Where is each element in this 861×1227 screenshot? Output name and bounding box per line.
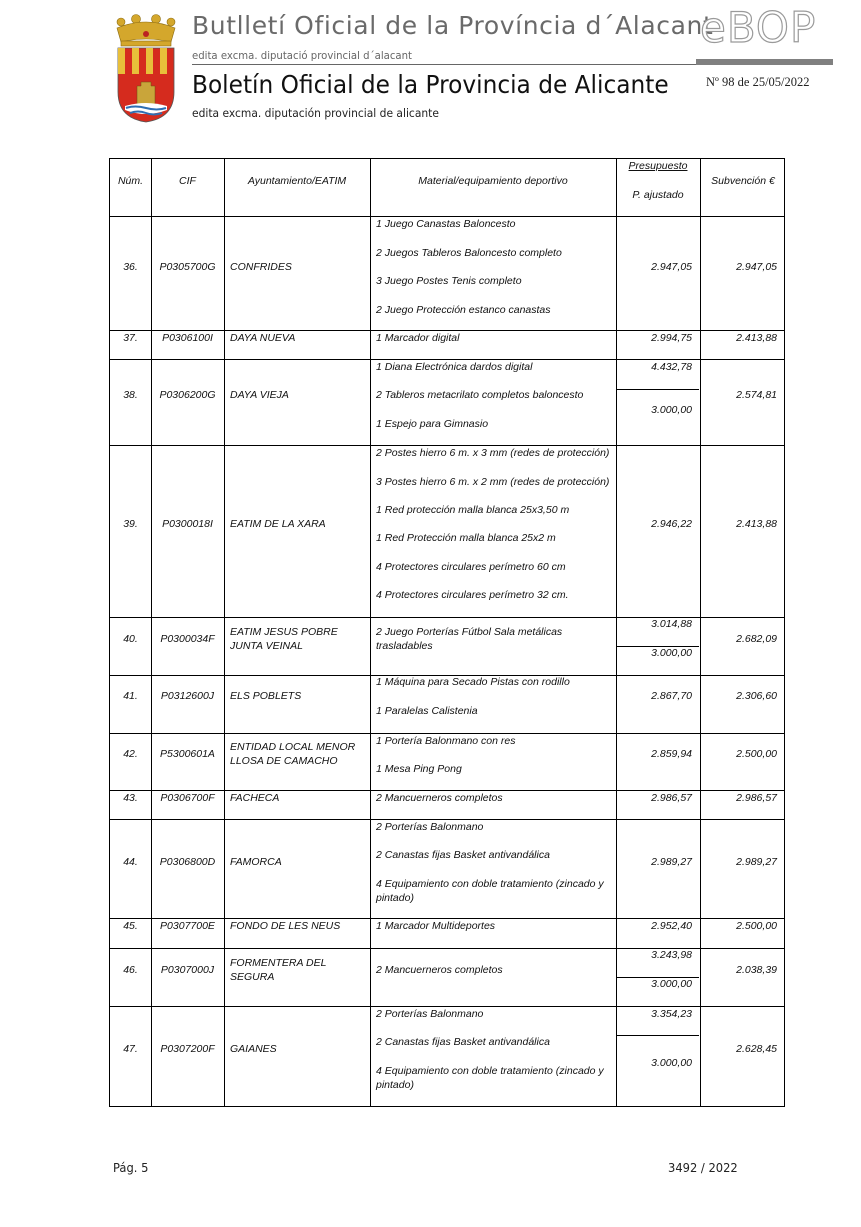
row-presupuesto: 4.432,78 [651, 361, 692, 373]
row-material-item: 2 Porterías Balonmano [376, 821, 484, 833]
budget-split [616, 1035, 699, 1036]
row-num: 42. [123, 748, 138, 760]
row-p-ajustado: 3.000,00 [651, 647, 692, 659]
row-material-item: 1 Diana Electrónica dardos digital [376, 361, 533, 373]
row-divider [110, 445, 784, 446]
header-num: Núm. [117, 175, 144, 187]
row-material-item: 2 Postes hierro 6 m. x 3 mm (redes de protección) [376, 447, 610, 459]
row-material-item: 1 Portería Balonmano con res [376, 735, 516, 747]
row-num: 43. [123, 792, 138, 804]
row-presupuesto: 2.946,22 [651, 518, 692, 530]
row-subvencion: 2.947,05 [736, 261, 777, 273]
row-cif: P0307200F [160, 1043, 215, 1055]
row-material-item: 1 Marcador digital [376, 332, 460, 344]
row-ayuntamiento: EATIM JESUS POBRE JUNTA VEINAL [230, 626, 338, 652]
row-subvencion: 2.628,45 [736, 1043, 777, 1055]
row-subvencion: 2.038,39 [736, 964, 777, 976]
document-number: 3492 / 2022 [668, 1160, 738, 1175]
row-subvencion: 2.306,60 [736, 690, 777, 702]
row-material-item: 1 Espejo para Gimnasio [376, 418, 489, 430]
row-num: 44. [123, 856, 138, 868]
row-material-item: 1 Red protección malla blanca 25x3,50 m [376, 504, 570, 516]
row-material-item: 2 Tableros metacrilato completos baloncesto [376, 389, 584, 401]
row-presupuesto: 2.952,40 [651, 920, 692, 932]
row-ayuntamiento: EATIM DE LA XARA [230, 518, 326, 530]
row-presupuesto: 2.859,94 [651, 748, 692, 760]
row-material-item: 2 Juego Porterías Fútbol Sala metálicas trasladables [376, 626, 563, 652]
budget-split [616, 389, 699, 390]
row-material-item: 3 Postes hierro 6 m. x 2 mm (redes de protección) [376, 476, 610, 488]
row-num: 39. [123, 518, 138, 530]
row-material-item: 2 Mancuerneros completos [376, 964, 503, 976]
page-number: Pág. 5 [113, 1160, 149, 1175]
row-ayuntamiento: DAYA NUEVA [230, 332, 296, 344]
row-cif: P0307000J [160, 964, 215, 976]
row-cif: P0312600J [160, 690, 215, 702]
publisher-catalan: edita excma. diputació provincial d´alacant [192, 49, 413, 62]
row-cif: P0305700G [159, 261, 216, 273]
row-num: 36. [123, 261, 138, 273]
row-cif: P0300018I [162, 518, 213, 530]
row-p-ajustado: 3.000,00 [651, 1057, 692, 1069]
row-divider [110, 918, 784, 919]
row-material-item: 4 Protectores circulares perímetro 60 cm [376, 561, 566, 573]
row-num: 38. [123, 389, 138, 401]
row-material-item: 1 Marcador Multideportes [376, 920, 496, 932]
bulletin-title-catalan: Butlletí Oficial de la Província d´Alacant [192, 11, 714, 40]
row-material-item: 2 Canastas fijas Basket antivandálica [376, 849, 550, 861]
row-material-item: 1 Máquina para Secado Pistas con rodillo [376, 676, 570, 688]
row-subvencion: 2.500,00 [736, 920, 777, 932]
header-bar [696, 59, 833, 65]
row-material-item: 3 Juego Postes Tenis completo [376, 275, 522, 287]
row-cif: P0306100I [162, 332, 213, 344]
row-material-item: 1 Juego Canastas Baloncesto [376, 218, 516, 230]
row-ayuntamiento: FONDO DE LES NEUS [230, 920, 341, 932]
row-subvencion: 2.986,57 [736, 792, 777, 804]
row-material-item: 1 Red Protección malla blanca 25x2 m [376, 532, 556, 544]
row-material-item: 1 Paralelas Calistenia [376, 705, 478, 717]
row-subvencion: 2.574,81 [736, 389, 777, 401]
header-presupuesto: Presupuesto [628, 160, 688, 172]
issue-number-date: Nº 98 de 25/05/2022 [706, 75, 810, 89]
row-material-item: 2 Canastas fijas Basket antivandálica [376, 1036, 550, 1048]
col-divider [370, 159, 371, 1106]
row-divider [110, 790, 784, 791]
row-material-item: 4 Equipamiento con doble tratamiento (zincado y pintado) [376, 1065, 604, 1091]
row-material-item: 4 Protectores circulares perímetro 32 cm. [376, 589, 569, 601]
publisher-spanish: edita excma. diputación provincial de alicante [192, 106, 439, 120]
row-ayuntamiento: GAIANES [230, 1043, 277, 1055]
row-ayuntamiento: FACHECA [230, 792, 280, 804]
row-material-item: 2 Juegos Tableros Baloncesto completo [376, 247, 562, 259]
row-cif: P0306700F [160, 792, 215, 804]
header-subvencion: Subvención € [711, 175, 775, 187]
row-ayuntamiento: FAMORCA [230, 856, 282, 868]
row-ayuntamiento: FORMENTERA DEL SEGURA [230, 957, 327, 983]
row-divider [110, 330, 784, 331]
row-subvencion: 2.413,88 [736, 518, 777, 530]
row-ayuntamiento: ENTIDAD LOCAL MENOR LLOSA DE CAMACHO [230, 741, 356, 767]
row-num: 46. [123, 964, 138, 976]
row-divider [110, 216, 784, 217]
row-subvencion: 2.413,88 [736, 332, 777, 344]
subsidy-table [109, 158, 785, 1107]
row-p-ajustado: 3.000,00 [651, 978, 692, 990]
row-ayuntamiento: DAYA VIEJA [230, 389, 289, 401]
col-divider [224, 159, 225, 1106]
row-presupuesto: 2.867,70 [651, 690, 692, 702]
row-material-item: 1 Mesa Ping Pong [376, 763, 462, 775]
row-cif: P5300601A [160, 748, 215, 760]
row-p-ajustado: 3.000,00 [651, 404, 692, 416]
row-presupuesto: 2.989,27 [651, 856, 692, 868]
ebop-logo: eBOP [700, 3, 817, 52]
row-cif: P0306800D [159, 856, 216, 868]
header-cif: CIF [179, 175, 196, 187]
row-material-item: 2 Juego Protección estanco canastas [376, 304, 551, 316]
row-material-item: 4 Equipamiento con doble tratamiento (zincado y pintado) [376, 878, 604, 904]
header-ayuntamiento: Ayuntamiento/EATIM [247, 175, 347, 187]
row-ayuntamiento: ELS POBLETS [230, 690, 302, 702]
coat-of-arms-icon [113, 14, 179, 124]
row-subvencion: 2.989,27 [736, 856, 777, 868]
row-cif: P0300034F [160, 633, 215, 645]
header-divider [192, 64, 696, 65]
row-presupuesto: 2.947,05 [651, 261, 692, 273]
row-divider [110, 819, 784, 820]
row-divider [110, 359, 784, 360]
row-num: 37. [123, 332, 138, 344]
row-num: 41. [123, 690, 138, 702]
row-cif: P0307700E [160, 920, 215, 932]
col-divider [616, 159, 617, 1106]
header-material: Material/equipamiento deportivo [418, 175, 568, 187]
row-subvencion: 2.500,00 [736, 748, 777, 760]
row-presupuesto: 2.986,57 [651, 792, 692, 804]
row-subvencion: 2.682,09 [736, 633, 777, 645]
row-num: 40. [123, 633, 138, 645]
row-presupuesto: 3.243,98 [651, 949, 692, 961]
row-material-item: 2 Porterías Balonmano [376, 1008, 484, 1020]
row-presupuesto: 3.014,88 [651, 618, 692, 630]
header-p-ajustado: P. ajustado [632, 189, 684, 201]
row-divider [110, 1006, 784, 1007]
row-cif: P0306200G [159, 389, 216, 401]
bulletin-title-spanish: Boletín Oficial de la Provincia de Alicante [192, 70, 669, 99]
row-num: 45. [123, 920, 138, 932]
row-presupuesto: 3.354,23 [651, 1008, 692, 1020]
row-ayuntamiento: CONFRIDES [230, 261, 292, 273]
row-material-item: 2 Mancuerneros completos [376, 792, 503, 804]
row-num: 47. [123, 1043, 138, 1055]
row-presupuesto: 2.994,75 [651, 332, 692, 344]
row-divider [110, 733, 784, 734]
